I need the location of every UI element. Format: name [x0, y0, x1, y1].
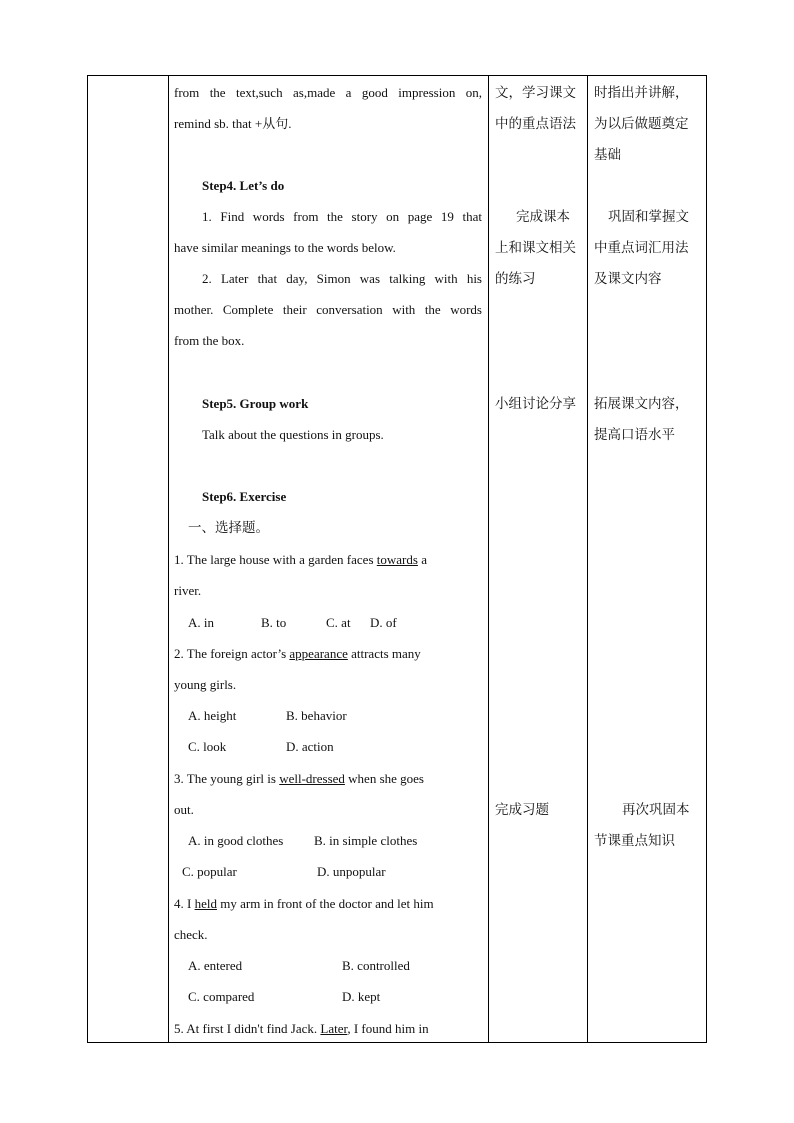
- step4-item2-line2: mother. Complete their conversation with the words: [174, 302, 482, 317]
- intent-3-line2: 提高口语水平: [594, 427, 675, 443]
- step4-title: Step4. Let’s do: [202, 178, 285, 193]
- step4-item2-line3: from the box.: [174, 333, 245, 348]
- intent-4-line2: 节课重点知识: [594, 833, 675, 849]
- q2-option-d: D. action: [286, 739, 334, 754]
- question-4-line2: check.: [174, 927, 208, 942]
- activity-1-line1: 文，学习课文: [495, 85, 576, 101]
- activity-4-line1: 完成习题: [495, 802, 549, 818]
- activity-2-line2: 上和课文相关: [495, 240, 576, 256]
- section-title: 一、选择题。: [188, 520, 269, 536]
- step5-text: Talk about the questions in groups.: [202, 427, 384, 442]
- question-1-line2: river.: [174, 583, 202, 598]
- q4-option-d: D. kept: [342, 989, 381, 1004]
- question-4: 4. I held my arm in front of the doctor and let him: [174, 896, 434, 911]
- activity-2-line3: 的练习: [495, 271, 536, 287]
- intent-4-line1: 再次巩固本: [622, 802, 690, 818]
- step6-title: Step6. Exercise: [202, 489, 287, 504]
- question-1: 1. The large house with a garden faces towards a: [174, 552, 427, 567]
- intent-2-line3: 及课文内容: [594, 271, 662, 287]
- column-divider-2: [488, 76, 489, 1042]
- q4-option-c: C. compared: [188, 989, 255, 1004]
- question-3: 3. The young girl is well-dressed when she goes: [174, 771, 424, 786]
- step5-title: Step5. Group work: [202, 396, 309, 411]
- activity-2-line1: 完成课本: [516, 209, 570, 225]
- q1-option-b: B. to: [261, 615, 287, 630]
- q3-option-d: D. unpopular: [317, 864, 386, 879]
- q2-option-b: B. behavior: [286, 708, 347, 723]
- activity-1-line2: 中的重点语法: [495, 116, 576, 132]
- activity-3-line1: 小组讨论分享: [495, 396, 576, 412]
- step4-item2-line1: 2. Later that day, Simon was talking with his: [202, 271, 482, 286]
- q2-option-c: C. look: [188, 739, 227, 754]
- q2-option-a: A. height: [188, 708, 237, 723]
- q1-option-c: C. at: [326, 615, 351, 630]
- step4-item1-line2: have similar meanings to the words below.: [174, 240, 396, 255]
- intent-1-line3: 基础: [594, 147, 621, 163]
- q3-option-c: C. popular: [182, 864, 237, 879]
- intent-3-line1: 拓展课文内容，: [594, 396, 689, 412]
- q4-option-b: B. controlled: [342, 958, 410, 973]
- intro-line-1: from the text,such as,made a good impression on,: [174, 85, 482, 100]
- question-2-line2: young girls.: [174, 677, 237, 692]
- q3-option-b: B. in simple clothes: [314, 833, 418, 848]
- question-2: 2. The foreign actor’s appearance attracts many: [174, 646, 421, 661]
- intent-2-line1: 巩固和掌握文: [608, 209, 689, 225]
- intent-1-line1: 时指出并讲解，: [594, 85, 689, 101]
- intent-1-line2: 为以后做题奠定: [594, 116, 689, 132]
- question-3-line2: out.: [174, 802, 194, 817]
- intro-line-2: remind sb. that +从句.: [174, 116, 292, 131]
- q1-option-d: D. of: [370, 615, 397, 630]
- question-5: 5. At first I didn't find Jack. Later, I found him in: [174, 1021, 429, 1036]
- q4-option-a: A. entered: [188, 958, 243, 973]
- q3-option-a: A. in good clothes: [188, 833, 284, 848]
- column-divider-1: [168, 76, 169, 1042]
- column-divider-3: [587, 76, 588, 1042]
- intent-2-line2: 中重点词汇用法: [594, 240, 689, 256]
- q1-option-a: A. in: [188, 615, 214, 630]
- step4-item1-line1: 1. Find words from the story on page 19 that: [202, 209, 482, 224]
